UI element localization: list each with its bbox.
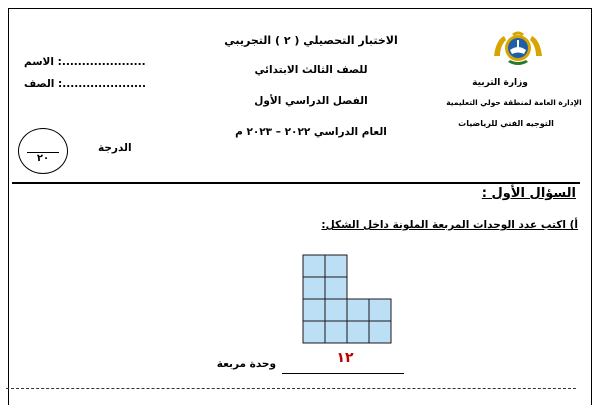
unit-square [325,255,347,277]
header-divider [12,182,580,184]
unit-square [303,321,325,343]
student-name-field: الاسم :..................... [24,56,146,68]
unit-square [369,321,391,343]
directorate-name: الإدارة العامة لمنطقة حولي التعليمية [446,98,582,107]
academic-year: العام الدراسي ٢٠٢٢ – ٢٠٢٣ م [235,126,387,138]
question-title: السؤال الأول : [481,186,576,201]
ministry-logo-icon [490,26,546,70]
colored-squares-figure [300,252,396,348]
semester: الفصل الدراسي الأول [254,95,368,107]
grade-level: للصف الثالث الابتدائي [254,64,368,76]
answer-value: ١٢ [336,350,354,366]
unit-square [303,277,325,299]
ministry-name: وزارة التربية [472,78,528,88]
unit-square [325,299,347,321]
unit-square [347,321,369,343]
unit-square [369,299,391,321]
score-label: الدرجة [98,142,132,154]
total-score: ٢٠ [36,153,50,164]
department-name: التوجيه الفني للرياضيات [458,119,554,128]
unit-square [325,321,347,343]
student-class-field: الصف :..................... [24,78,147,90]
section-divider [6,388,576,389]
unit-square [303,299,325,321]
unit-square [303,255,325,277]
question-part-a: أ) اكتب عدد الوحدات المربعة الملونة داخل الشكل: [321,219,578,231]
answer-line [282,373,404,374]
answer-unit: وحدة مربعة [216,358,276,370]
unit-square [325,277,347,299]
score-circle [18,128,68,174]
unit-square [347,299,369,321]
exam-title: الاختبار التحصيلي ( ٢ ) التجريبي [224,34,398,47]
